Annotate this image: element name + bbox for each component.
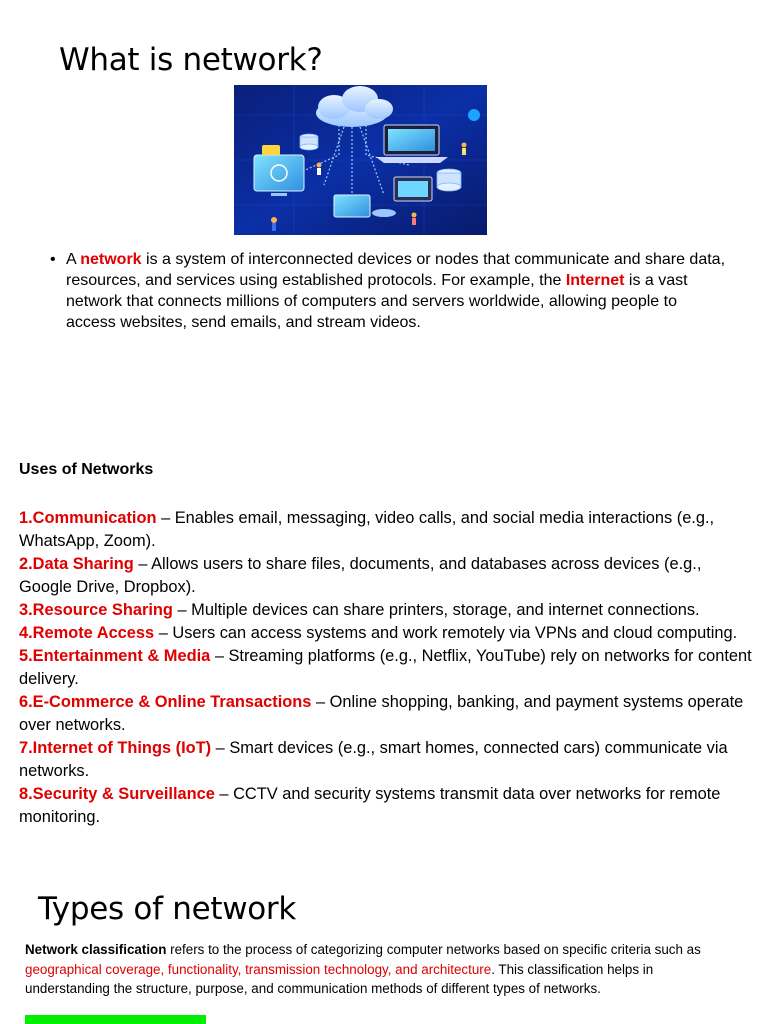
list-item: [19, 645, 754, 691]
term-network-classification: Network classification: [25, 942, 167, 957]
list-item: [19, 737, 754, 783]
definition-text-part1: is a system of interconnected devices or nodes that communicate and share data, resources, and services using established protocols. For example, the: [66, 251, 726, 289]
use-label: 6.E-Commerce & Online Transactions: [19, 693, 312, 711]
uses-heading: Uses of Networks: [19, 461, 154, 478]
classification-criteria: geographical coverage, functionality, transmission technology, and architecture: [25, 961, 492, 977]
network-illustration-image: [234, 85, 487, 235]
use-description: – Smart devices (e.g., smart homes, connected cars) communicate via networks.: [19, 739, 728, 780]
term-network: network: [80, 251, 142, 268]
classification-paragraph: [25, 940, 725, 999]
use-description: – Online shopping, banking, and payment systems operate over networks.: [19, 693, 744, 734]
classification-text-part1: refers to the process of categorizing computer networks based on specific criteria such as: [166, 942, 701, 957]
list-item: [19, 507, 754, 553]
definition-text-part2: is a vast network that connects millions of computers and servers worldwide, allowing people to access websites, send emails, and stream videos.: [66, 272, 688, 331]
network-definition-text: [66, 249, 730, 333]
uses-list: [19, 507, 754, 829]
page-title: What is network?: [59, 42, 323, 78]
bullet-dot-icon: •: [50, 251, 56, 268]
use-label: 5.Entertainment & Media: [19, 647, 211, 665]
use-description: – Users can access systems and work remotely via VPNs and cloud computing.: [154, 624, 738, 642]
use-label: 8.Security & Surveillance: [19, 785, 215, 803]
green-highlight-bar: [25, 1015, 206, 1024]
use-label: 7.Internet of Things (IoT): [19, 739, 212, 757]
types-title: Types of network: [38, 891, 297, 927]
use-label: 1.Communication: [19, 509, 157, 527]
use-description: – Streaming platforms (e.g., Netflix, YouTube) rely on networks for content delivery.: [19, 647, 752, 688]
use-description: – Allows users to share files, documents, and databases across devices (e.g., Google Drive, Dropbox).: [19, 555, 702, 596]
network-definition-bullet: [50, 249, 730, 333]
definition-prefix: A: [66, 251, 81, 268]
use-description: – Multiple devices can share printers, storage, and internet connections.: [172, 601, 700, 619]
list-item: [19, 553, 754, 599]
list-item: [19, 599, 754, 622]
list-item: [19, 691, 754, 737]
use-label: 2.Data Sharing: [19, 555, 134, 573]
classification-text-part2: . This classification helps in understanding the structure, purpose, and communication methods of different types of networks.: [25, 961, 654, 996]
list-item: [19, 622, 754, 645]
use-label: 3.Resource Sharing: [19, 601, 173, 619]
use-description: – Enables email, messaging, video calls, and social media interactions (e.g., WhatsApp, Zoom).: [19, 509, 715, 550]
use-label: 4.Remote Access: [19, 624, 155, 642]
term-internet: Internet: [565, 272, 625, 289]
use-description: – CCTV and security systems transmit data over networks for remote monitoring.: [19, 785, 721, 826]
list-item: [19, 783, 754, 829]
